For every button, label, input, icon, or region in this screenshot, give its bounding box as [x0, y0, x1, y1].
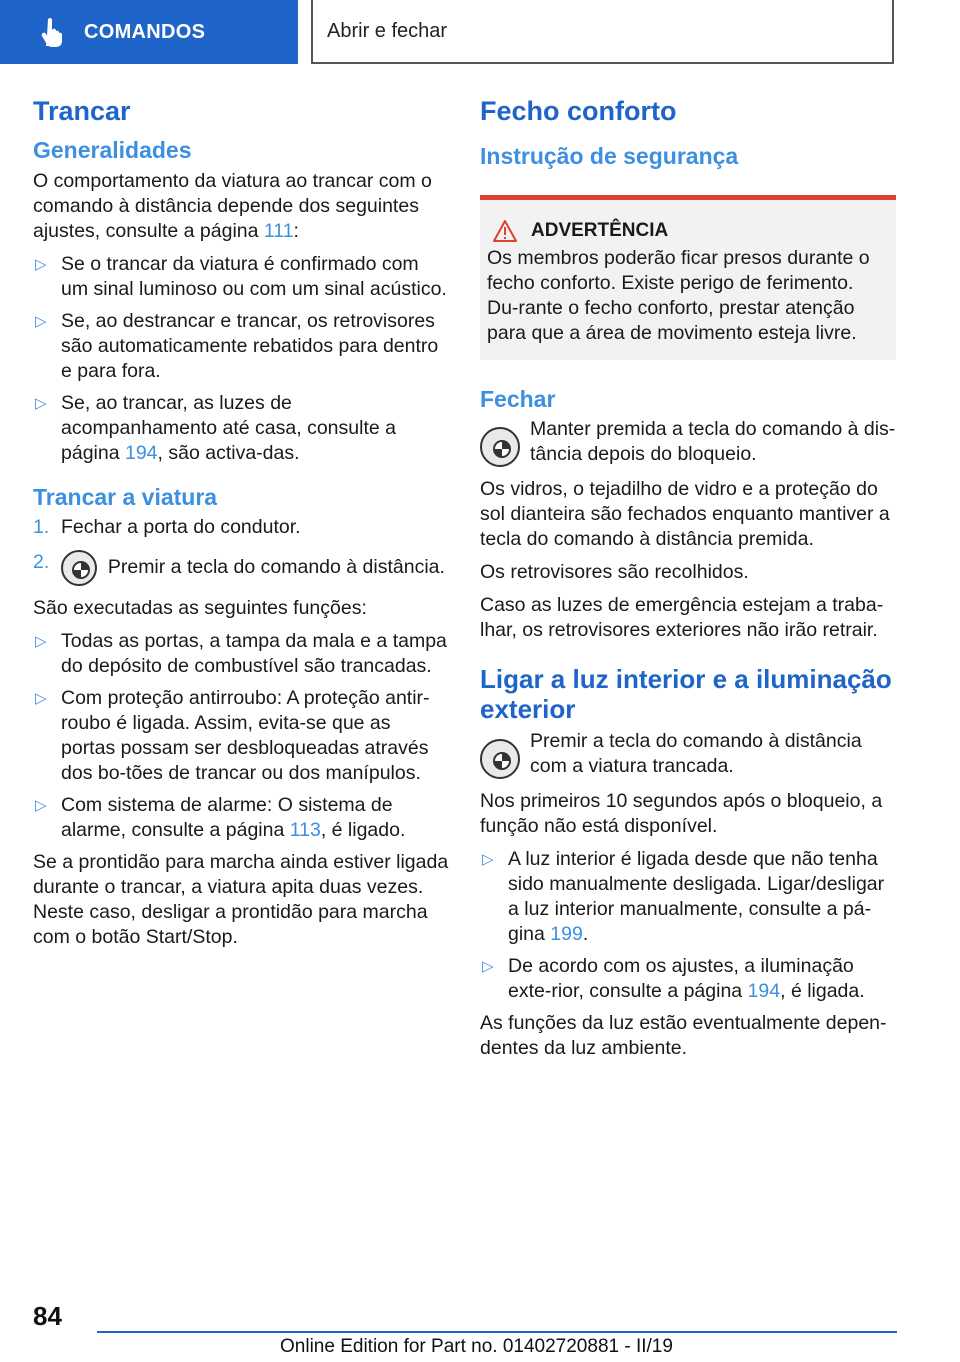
list-item [33, 391, 449, 466]
page-title-trancar: Trancar [33, 96, 131, 126]
bullet-text: Se, ao destrancar e trancar, os retrovisores são automaticamente rebatidos para dentro e para fora. [61, 309, 439, 382]
close-instruction [480, 417, 896, 467]
heading-fechar: Fechar [480, 385, 556, 412]
pointing-hand-icon [40, 17, 66, 47]
light-bullets [480, 847, 896, 1004]
triangle-bullet-icon: ▷ [35, 312, 47, 330]
remote-key-icon [61, 550, 97, 586]
chapter-header [311, 0, 894, 64]
general-intro-end: : [293, 219, 299, 242]
triangle-bullet-icon: ▷ [35, 690, 47, 708]
light-instruction [480, 729, 896, 779]
remote-key-icon [480, 427, 520, 467]
close-para-3: Caso as luzes de emergência estejam a traba-lhar, os retrovisores exteriores não irão retrair. [480, 594, 884, 642]
close-para-1: Os vidros, o tejadilho de vidro e a proteção do sol dianteira são fechados enquanto mantiver a tecla do comando à distância premida. [480, 478, 890, 551]
light-instruction-text: Premir a tecla do comando à distância com a viatura trancada. [530, 730, 862, 778]
step-number: 2. [33, 551, 50, 574]
left-column [33, 96, 449, 958]
list-item [33, 793, 449, 843]
list-item [33, 629, 449, 679]
lock-note-1: Se a prontidão para marcha ainda estiver ligada durante o trancar, a viatura apita duas vezes. [33, 851, 449, 899]
bullet-text: Com proteção antirroubo: A proteção antir-roubo é ligada. Assim, evita-se que as portas possam ser desbloqueadas através dos bo-tões de trancar ou dos manípulos. [61, 687, 430, 785]
triangle-bullet-icon: ▷ [35, 255, 47, 273]
lock-steps [33, 515, 449, 586]
bullet-text: Se o trancar da viatura é confirmado com um sinal luminoso ou com um sinal acústico. [61, 252, 447, 300]
warning-title [487, 220, 890, 242]
page-link-113[interactable]: 113 [289, 819, 321, 842]
close-instruction-text: Manter premida a tecla do comando à dis-tância depois do bloqueio. [530, 418, 896, 466]
bullet-text: Com sistema de alarme: O sistema de alarme, consulte a página [61, 794, 393, 842]
page-link-199[interactable]: 199 [550, 923, 583, 946]
bullet-text-end: , são activa-das. [157, 441, 300, 464]
page-title-fecho-conforto: Fecho conforto [480, 96, 677, 126]
section-label: COMANDOS [84, 20, 206, 43]
general-intro-text: O comportamento da viatura ao trancar com o comando à distância depende dos seguintes ajustes, consulte a página [33, 169, 432, 242]
remote-key-icon [480, 739, 520, 779]
bullet-text: Se, ao trancar, as luzes de acompanhamento até casa, consulte a página [61, 391, 396, 464]
warning-text: Os membros poderão ficar presos durante o fecho conforto. Existe perigo de ferimento. Du-rante o fecho conforto, prestar atenção para que a área de movimento esteja livre. [487, 246, 870, 344]
general-bullets [33, 252, 449, 466]
bullet-text: A luz interior é ligada desde que não tenha sido manualmente desligada. Ligar/desligar a luz interior manualmente, consulte a pá-gina [508, 848, 885, 946]
page-number: 84 [33, 1301, 62, 1331]
warning-triangle-icon [493, 220, 517, 242]
lock-note-2: Neste caso, desligar a prontidão para marcha com o botão Start/Stop. [33, 901, 428, 949]
page-link-111[interactable]: 111 [263, 219, 294, 242]
step-item [33, 550, 449, 586]
light-para-1: Nos primeiros 10 segundos após o bloqueio, a função não está disponível. [480, 790, 883, 838]
step-item [33, 515, 449, 540]
lock-bullets [33, 629, 449, 843]
general-intro [33, 169, 449, 244]
page-link-194[interactable]: 194 [747, 980, 781, 1003]
warning-label: ADVERTÊNCIA [531, 219, 669, 241]
triangle-bullet-icon: ▷ [482, 851, 494, 869]
triangle-bullet-icon: ▷ [35, 633, 47, 651]
edition-text: Online Edition for Part no. 01402720881 - II/19 [280, 1336, 673, 1357]
heading-trancar-viatura: Trancar a viatura [33, 483, 218, 510]
step-number: 1. [33, 516, 50, 539]
functions-intro: São executadas as seguintes funções: [33, 597, 367, 620]
list-item [33, 252, 449, 302]
heading-instrucao-seguranca: Instrução de segurança [480, 143, 739, 170]
triangle-bullet-icon: ▷ [35, 797, 47, 815]
heading-ligar-luz: Ligar a luz interior e a iluminação exterior [480, 664, 892, 725]
bullet-text: Todas as portas, a tampa da mala e a tampa do depósito de combustível são trancadas. [61, 630, 447, 678]
list-item [480, 847, 896, 947]
chapter-label: Abrir e fechar [327, 19, 448, 42]
list-item [33, 686, 449, 786]
close-para-2: Os retrovisores são recolhidos. [480, 561, 749, 584]
bullet-text: De acordo com os ajustes, a iluminação exte-rior, consulte a página [508, 955, 854, 1003]
section-tab [0, 0, 298, 64]
page-link-194[interactable]: 194 [124, 441, 158, 464]
triangle-bullet-icon: ▷ [482, 958, 494, 976]
heading-generalidades: Generalidades [33, 137, 192, 164]
bullet-text-end: , é ligado. [320, 819, 406, 842]
light-para-2: As funções da luz estão eventualmente depen-dentes da luz ambiente. [480, 1012, 887, 1060]
bullet-text-end: . [582, 923, 589, 946]
bullet-text-end: , é ligada. [780, 980, 865, 1003]
list-item [480, 954, 896, 1004]
step-text: Premir a tecla do comando à distância. [107, 556, 445, 579]
warning-box [480, 195, 896, 360]
list-item [33, 309, 449, 384]
triangle-bullet-icon: ▷ [35, 394, 47, 412]
right-column [480, 96, 896, 1069]
footer-rule [97, 1331, 897, 1333]
step-text: Fechar a porta do condutor. [61, 516, 301, 539]
